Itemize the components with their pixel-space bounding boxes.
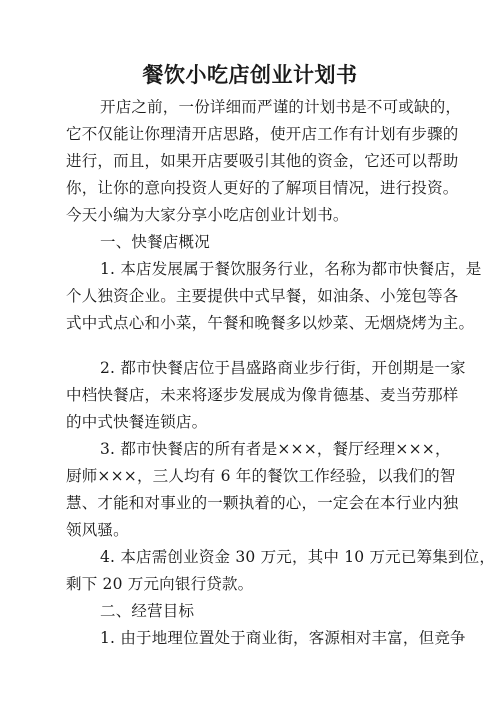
text-line: 慧、才能和对事业的一颗执着的心，一定会在本行业内独 <box>66 494 459 512</box>
page-title: 餐饮小吃店创业计划书 <box>142 62 358 87</box>
text-line: 今天小编为大家分享小吃店创业计划书。 <box>66 206 349 224</box>
text-line: 1. 由于地理位置处于商业街，客源相对丰富，但竞争 <box>100 629 466 647</box>
text-line: 剩下 20 万元向银行贷款。 <box>66 575 254 593</box>
text-line: 你，让你的意向投资人更好的了解项目情况，进行投资。 <box>66 179 459 197</box>
text-line: 它不仅能让你理清开店思路，使开店工作有计划有步骤的 <box>66 125 459 143</box>
text-line: 3. 都市快餐店的所有者是×××，餐厅经理×××， <box>100 440 451 458</box>
text-line: 式中式点心和小菜，午餐和晚餐多以炒菜、无烟烧烤为主。 <box>66 314 475 332</box>
section-heading: 一、快餐店概况 <box>100 233 210 251</box>
text-line: 中档快餐店，未来将逐步发展成为像肯德基、麦当劳那样 <box>66 386 459 404</box>
text-line: 4. 本店需创业资金 30 万元，其中 10 万元已筹集到位， <box>100 548 496 566</box>
text-line: 的中式快餐连锁店。 <box>66 413 208 431</box>
section-heading: 二、经营目标 <box>100 602 195 620</box>
text-line: 领风骚。 <box>66 521 129 539</box>
text-line: 厨师×××，三人均有 6 年的餐饮工作经验，以我们的智 <box>66 467 456 485</box>
text-line: 1. 本店发展属于餐饮服务行业，名称为都市快餐店，是 <box>100 260 482 278</box>
text-line: 2. 都市快餐店位于昌盛路商业步行街，开创期是一家 <box>100 359 466 377</box>
text-line: 进行，而且，如果开店要吸引其他的资金，它还可以帮助 <box>66 152 459 170</box>
text-line: 开店之前，一份详细而严谨的计划书是不可或缺的， <box>100 98 462 116</box>
text-line: 个人独资企业。主要提供中式早餐，如油条、小笼包等各 <box>66 287 459 305</box>
